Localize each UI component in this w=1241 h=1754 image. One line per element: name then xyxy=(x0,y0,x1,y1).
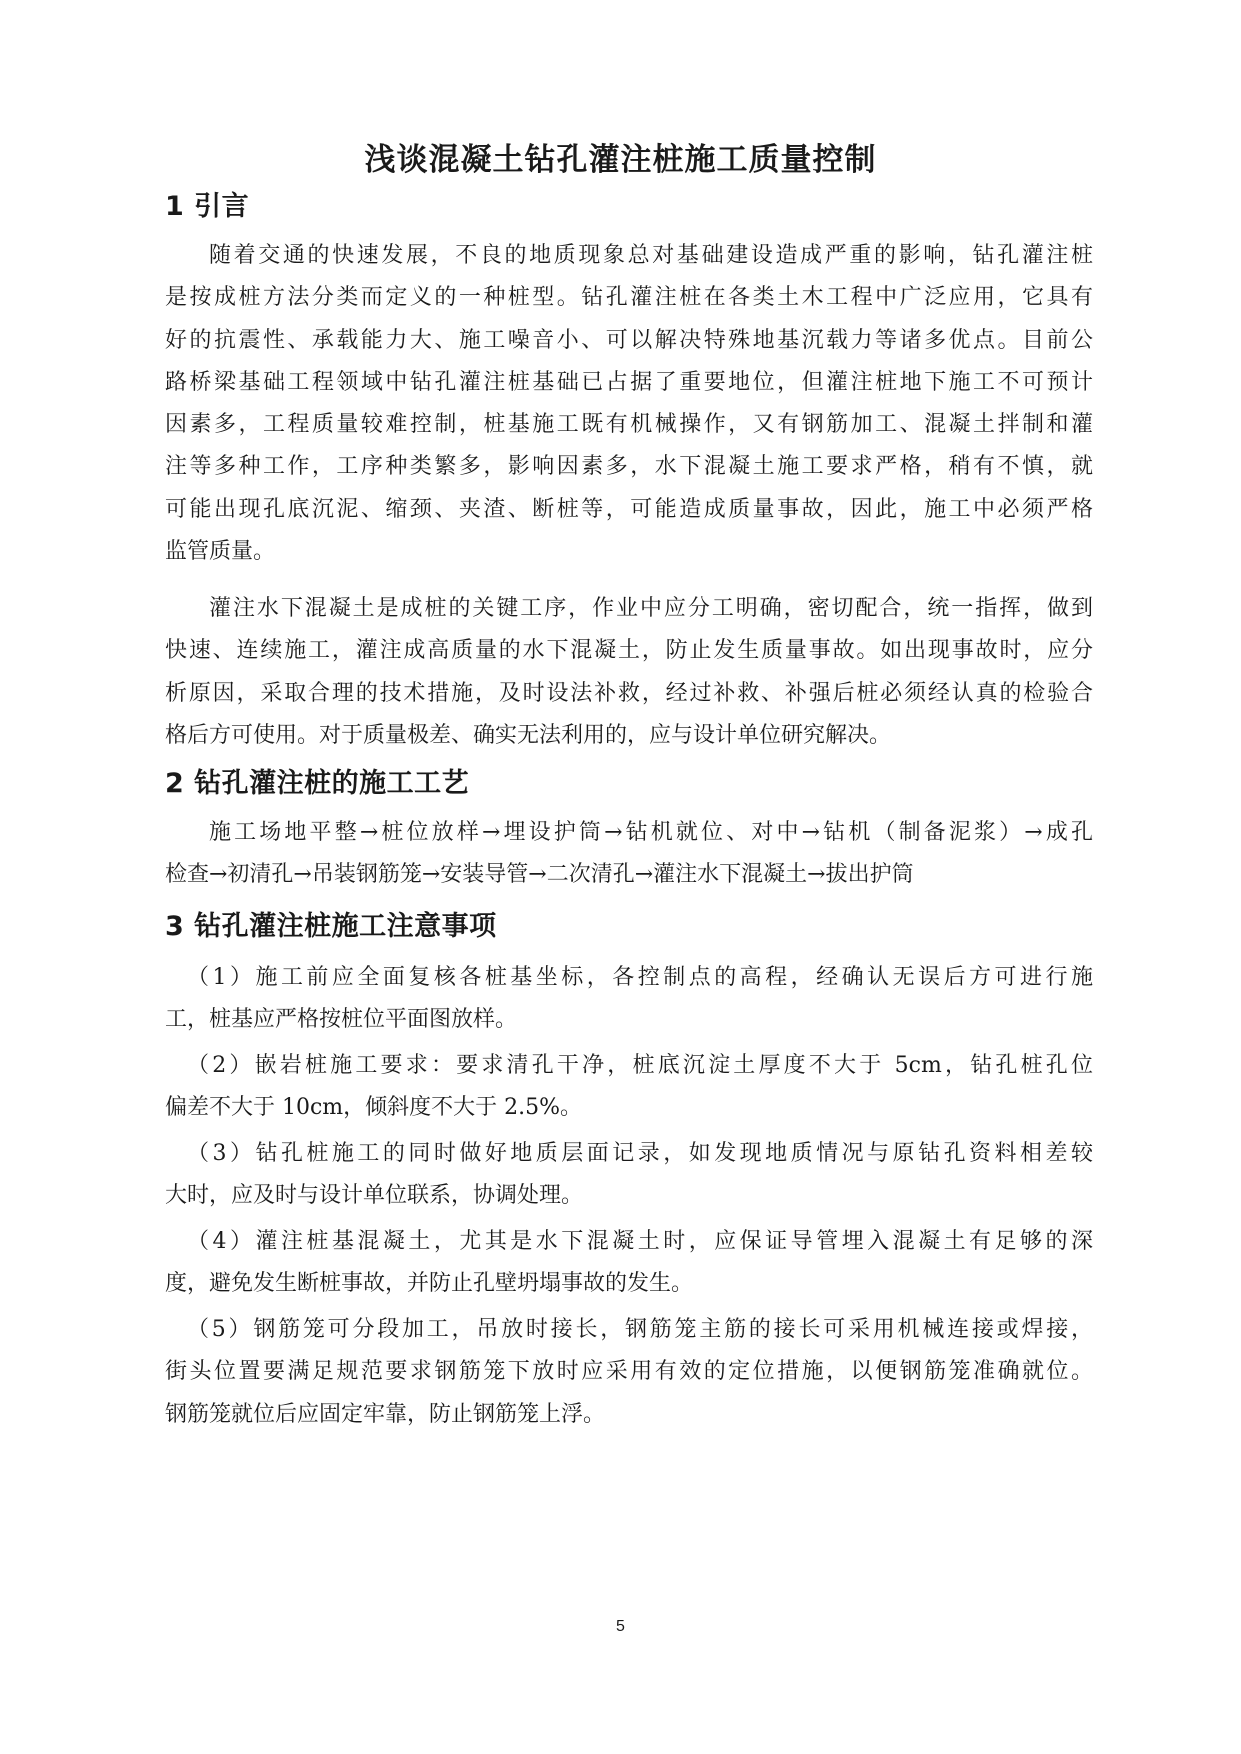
list-item xyxy=(165,1221,1093,1306)
document-title: 浅谈混凝土钻孔灌注桩施工质量控制 xyxy=(364,142,877,178)
text-line: （2）嵌岩桩施工要求：要求清孔干净，桩底沉淀土厚度不大于 5cm，钻孔桩孔位 xyxy=(187,1053,1093,1078)
text-line: 街头位置要满足规范要求钢筋笼下放时应采用有效的定位措施，以便钢筋笼准确就位。 xyxy=(165,1359,1093,1385)
paragraph xyxy=(165,588,1093,757)
text-line: 钢筋笼就位后应固定牢靠，防止钢筋笼上浮。 xyxy=(165,1401,606,1427)
paragraph xyxy=(165,235,1093,573)
text-line: （3）钻孔桩施工的同时做好地质层面记录，如发现地质情况与原钻孔资料相差较 xyxy=(187,1141,1093,1166)
list-item xyxy=(165,1309,1093,1436)
section-heading-construction-process: 2 钻孔灌注桩的施工工艺 xyxy=(165,768,470,799)
text-line: 路桥梁基础工程领域中钻孔灌注桩基础已占据了重要地位，但灌注桩地下施工不可预计 xyxy=(165,369,1093,395)
section-heading-construction-notes: 3 钻孔灌注桩施工注意事项 xyxy=(165,911,497,942)
text-line: 检查→初清孔→吊装钢筋笼→安装导管→二次清孔→灌注水下混凝土→拔出护筒 xyxy=(165,862,914,888)
text-line: （4）灌注桩基混凝土，尤其是水下混凝土时，应保证导管埋入混凝土有足够的深 xyxy=(187,1229,1093,1254)
text-line: 快速、连续施工，灌注成高质量的水下混凝土，防止发生质量事故。如出现事故时，应分 xyxy=(165,638,1093,664)
list-item xyxy=(165,1133,1093,1218)
text-line: 大时，应及时与设计单位联系，协调处理。 xyxy=(165,1183,584,1209)
text-line: 是按成桩方法分类而定义的一种桩型。钻孔灌注桩在各类土木工程中广泛应用，它具有 xyxy=(165,285,1093,311)
text-line: 随着交通的快速发展，不良的地质现象总对基础建设造成严重的影响，钻孔灌注桩 xyxy=(209,243,1093,268)
list-item xyxy=(165,957,1093,1042)
text-line: （5）钢筋笼可分段加工，吊放时接长，钢筋笼主筋的接长可采用机械连接或焊接， xyxy=(187,1317,1093,1342)
text-line: 工，桩基应严格按桩位平面图放样。 xyxy=(165,1007,518,1033)
text-line: 监管质量。 xyxy=(165,539,276,565)
text-line: 好的抗震性、承载能力大、施工噪音小、可以解决特殊地基沉载力等诸多优点。目前公 xyxy=(165,327,1093,353)
text-line: 施工场地平整→桩位放样→埋设护筒→钻机就位、对中→钻机（制备泥浆）→成孔 xyxy=(209,820,1093,845)
text-line: 析原因，采取合理的技术措施，及时设法补救，经过补救、补强后桩必须经认真的检验合 xyxy=(165,680,1093,706)
paragraph xyxy=(165,812,1093,897)
section-heading-introduction: 1 引言 xyxy=(165,191,250,222)
text-line: 格后方可使用。对于质量极差、确实无法利用的，应与设计单位研究解决。 xyxy=(165,722,892,748)
text-line: 因素多，工程质量较难控制，桩基施工既有机械操作，又有钢筋加工、混凝土拌制和灌 xyxy=(165,412,1093,438)
text-line: 度，避免发生断桩事故，并防止孔壁坍塌事故的发生。 xyxy=(165,1271,694,1297)
list-item xyxy=(165,1045,1093,1130)
text-line: 灌注水下混凝土是成桩的关键工序，作业中应分工明确，密切配合，统一指挥，做到 xyxy=(209,596,1093,621)
page-number: 5 xyxy=(616,1618,625,1635)
text-line: 注等多种工作，工序种类繁多，影响因素多，水下混凝土施工要求严格，稍有不慎，就 xyxy=(165,454,1093,480)
text-line: 可能出现孔底沉泥、缩颈、夹渣、断桩等，可能造成质量事故，因此，施工中必须严格 xyxy=(165,496,1093,522)
text-line: （1）施工前应全面复核各桩基坐标，各控制点的高程，经确认无误后方可进行施 xyxy=(187,965,1093,990)
text-line: 偏差不大于 10cm，倾斜度不大于 2.5%。 xyxy=(165,1095,583,1121)
